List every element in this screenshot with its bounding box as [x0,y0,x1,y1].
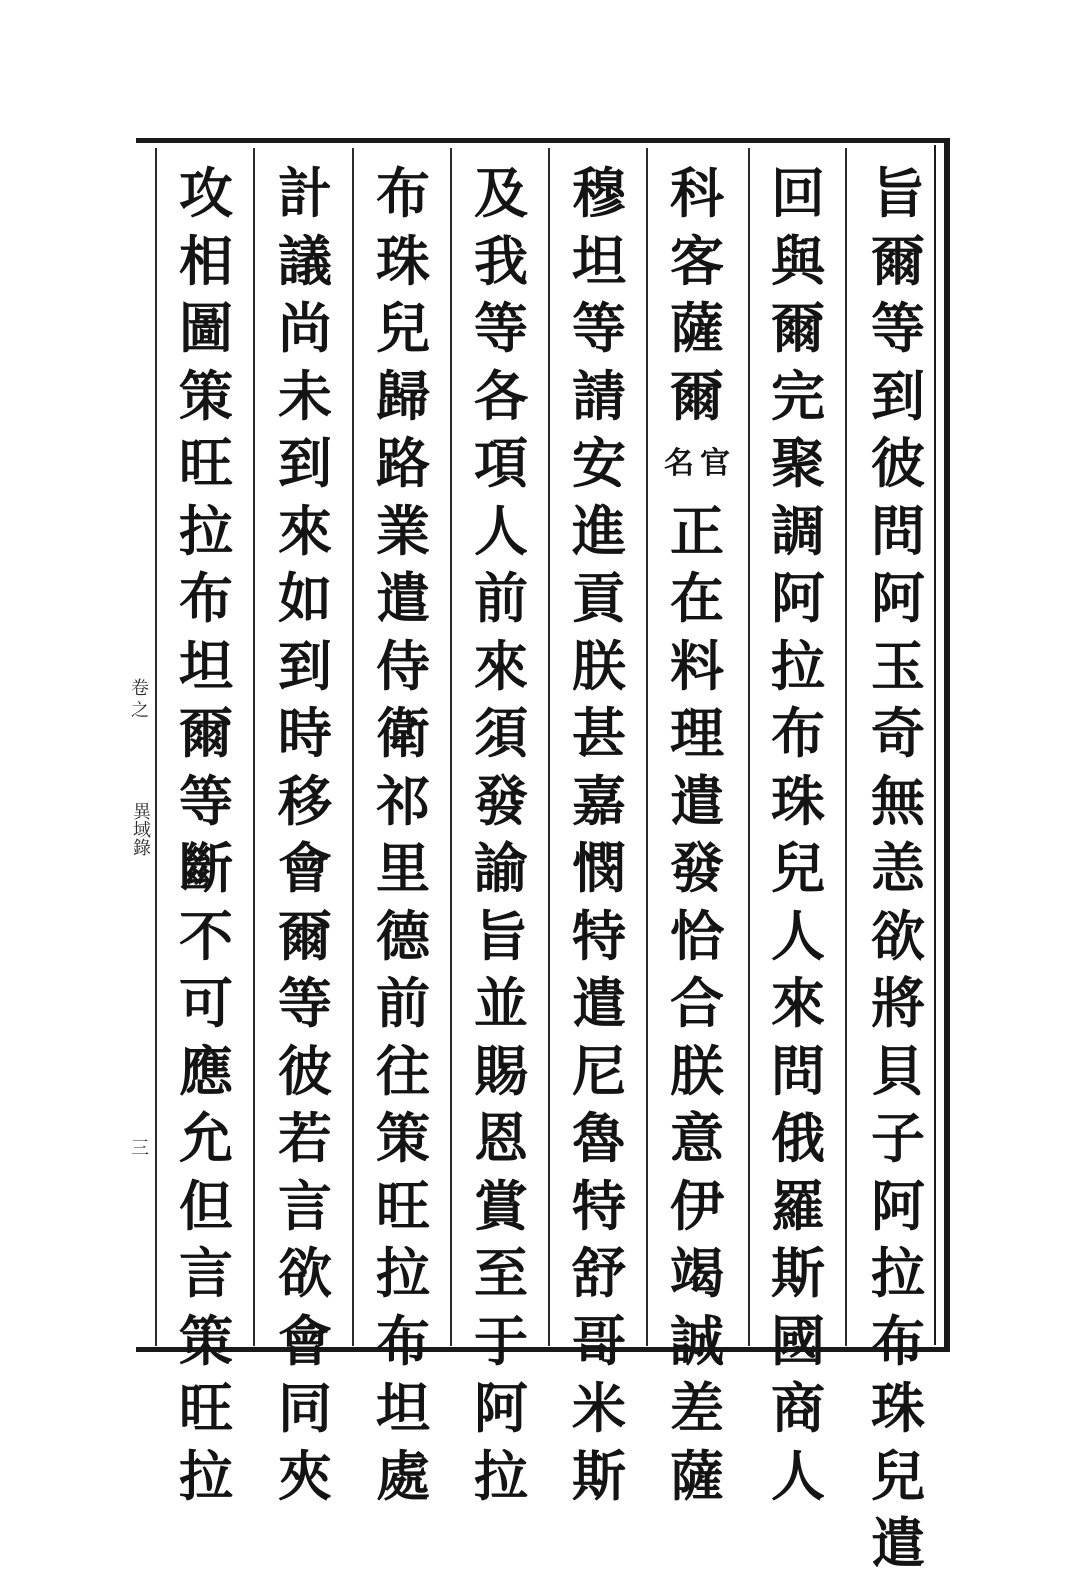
character: 尼 [572,1038,626,1103]
column-rule [748,148,750,1346]
character: 回 [771,161,825,225]
character: 于 [474,1308,528,1373]
character: 如 [278,566,332,630]
character: 相 [179,228,233,293]
character: 拉 [376,1241,430,1305]
character: 等 [871,296,925,360]
character: 等 [572,296,626,360]
character: 遣 [871,1511,925,1575]
character: 與 [771,228,825,293]
character: 往 [376,1038,430,1103]
character: 坦 [572,228,626,293]
character: 薩 [670,1443,724,1508]
character: 布 [871,1308,925,1373]
character: 等 [278,971,332,1035]
character: 遣 [572,971,626,1035]
interlinear-annotation [664,430,730,498]
character: 科 [670,161,724,225]
character: 伊 [670,1173,724,1238]
character: 發 [670,836,724,900]
character: 爾 [670,363,724,428]
text-column-3 [657,160,737,1510]
character: 朕 [670,1038,724,1103]
character: 可 [179,971,233,1035]
character: 請 [572,363,626,428]
character: 國 [771,1308,825,1373]
character: 欲 [278,1241,332,1305]
character: 項 [474,431,528,495]
character: 完 [771,363,825,428]
character: 正 [670,498,724,563]
character: 坦 [179,633,233,698]
character: 斯 [771,1241,825,1305]
character: 布 [179,566,233,630]
margin-book-title-text: 異域錄 [130,802,151,856]
character: 彼 [871,431,925,495]
character: 將 [871,971,925,1035]
page-margin [126,150,154,1350]
character: 等 [179,768,233,833]
character: 發 [474,768,528,833]
character: 業 [376,498,430,563]
character: 竭 [670,1241,724,1305]
character: 恰 [670,903,724,968]
character: 遣 [670,768,724,833]
column-rule [253,148,255,1346]
character: 進 [572,498,626,563]
character: 遣 [376,566,430,630]
character: 處 [376,1443,430,1508]
character: 策 [179,1308,233,1373]
character: 朕 [572,633,626,698]
character: 恙 [871,836,925,900]
margin-title-mark: 卷之 [131,678,149,721]
character: 理 [670,701,724,765]
character: 珠 [376,228,430,293]
character: 憫 [572,836,626,900]
character: 議 [278,228,332,293]
character: 到 [278,633,332,698]
text-column-6 [363,160,443,1510]
character: 俄 [771,1106,825,1170]
character: 拉 [771,633,825,698]
character: 里 [376,836,430,900]
character: 賜 [474,1038,528,1103]
character: 甚 [572,701,626,765]
text-column-1 [858,160,938,1578]
character: 侍 [376,633,430,698]
character: 爾 [179,701,233,765]
character: 旺 [376,1173,430,1238]
character: 恩 [474,1106,528,1170]
column-rule [450,148,452,1346]
character: 坦 [376,1376,430,1440]
character: 哥 [572,1308,626,1373]
text-column-7 [265,160,345,1510]
character: 來 [278,498,332,563]
text-column-4 [559,160,639,1510]
character: 拉 [179,1443,233,1508]
character: 及 [474,161,528,225]
text-column-5 [461,160,541,1510]
character: 問 [871,498,925,563]
character: 計 [278,161,332,225]
character: 移 [278,768,332,833]
character: 爾 [871,228,925,293]
character: 貢 [572,566,626,630]
character: 安 [572,431,626,495]
column-rule [155,148,157,1346]
character: 德 [376,903,430,968]
character: 前 [376,971,430,1035]
character: 到 [871,363,925,428]
character: 合 [670,971,724,1035]
character: 策 [376,1106,430,1170]
character: 路 [376,431,430,495]
character: 未 [278,363,332,428]
character: 問 [771,1038,825,1103]
character: 珠 [771,768,825,833]
character: 阿 [474,1376,528,1440]
character: 薩 [670,296,724,360]
character: 夾 [278,1443,332,1508]
character: 穆 [572,161,626,225]
character: 子 [871,1106,925,1170]
character: 允 [179,1106,233,1170]
text-column-2 [758,160,838,1510]
character: 尚 [278,296,332,360]
character: 在 [670,566,724,630]
character: 布 [771,701,825,765]
column-rule [646,148,648,1346]
character: 來 [771,971,825,1035]
character: 兒 [871,1443,925,1508]
character: 拉 [179,498,233,563]
character: 貝 [871,1038,925,1103]
character: 舒 [572,1241,626,1305]
character: 客 [670,228,724,293]
character: 會 [278,836,332,900]
character: 攻 [179,161,233,225]
character: 賞 [474,1173,528,1238]
character: 策 [179,363,233,428]
character: 調 [771,498,825,563]
character: 嘉 [572,768,626,833]
character: 阿 [871,1173,925,1238]
character: 阿 [871,566,925,630]
character: 旨 [474,903,528,968]
character: 彼 [278,1038,332,1103]
character: 阿 [771,566,825,630]
character: 爾 [278,903,332,968]
annotation-character: 官 [700,445,730,481]
character: 差 [670,1376,724,1440]
character: 時 [278,701,332,765]
character: 誠 [670,1308,724,1373]
character: 到 [278,431,332,495]
character: 斯 [572,1443,626,1508]
character: 斷 [179,836,233,900]
character: 人 [771,1443,825,1508]
character: 衛 [376,701,430,765]
character: 應 [179,1038,233,1103]
character: 聚 [771,431,825,495]
character: 羅 [771,1173,825,1238]
character: 言 [179,1241,233,1305]
margin-page-number: 三 [131,1138,149,1159]
character: 至 [474,1241,528,1305]
character: 旺 [179,1376,233,1440]
character: 商 [771,1376,825,1440]
margin-book-title [126,802,154,862]
character: 祁 [376,768,430,833]
character: 玉 [871,633,925,698]
character: 拉 [871,1241,925,1305]
character: 人 [474,498,528,563]
character: 歸 [376,363,430,428]
character: 若 [278,1106,332,1170]
character: 爾 [771,296,825,360]
character: 奇 [871,701,925,765]
character: 但 [179,1173,233,1238]
character: 兒 [771,836,825,900]
character: 意 [670,1106,724,1170]
character: 諭 [474,836,528,900]
character: 等 [474,296,528,360]
character: 布 [376,161,430,225]
character: 我 [474,228,528,293]
annotation-character: 名 [664,445,694,481]
text-column-8 [166,160,246,1510]
character: 同 [278,1376,332,1440]
character: 並 [474,971,528,1035]
character: 布 [376,1308,430,1373]
character: 特 [572,1173,626,1238]
character: 特 [572,903,626,968]
character: 拉 [474,1443,528,1508]
character: 來 [474,633,528,698]
character: 米 [572,1376,626,1440]
character: 魯 [572,1106,626,1170]
character: 須 [474,701,528,765]
character: 前 [474,566,528,630]
character: 珠 [871,1376,925,1440]
character: 欲 [871,903,925,968]
character: 旨 [871,161,925,225]
character: 無 [871,768,925,833]
character: 不 [179,903,233,968]
column-rule [845,148,847,1346]
character: 兒 [376,296,430,360]
character: 言 [278,1173,332,1238]
column-rule [548,148,550,1346]
character: 圖 [179,296,233,360]
character: 料 [670,633,724,698]
character: 旺 [179,431,233,495]
character: 各 [474,363,528,428]
character: 人 [771,903,825,968]
column-rule [352,148,354,1346]
character: 會 [278,1308,332,1373]
